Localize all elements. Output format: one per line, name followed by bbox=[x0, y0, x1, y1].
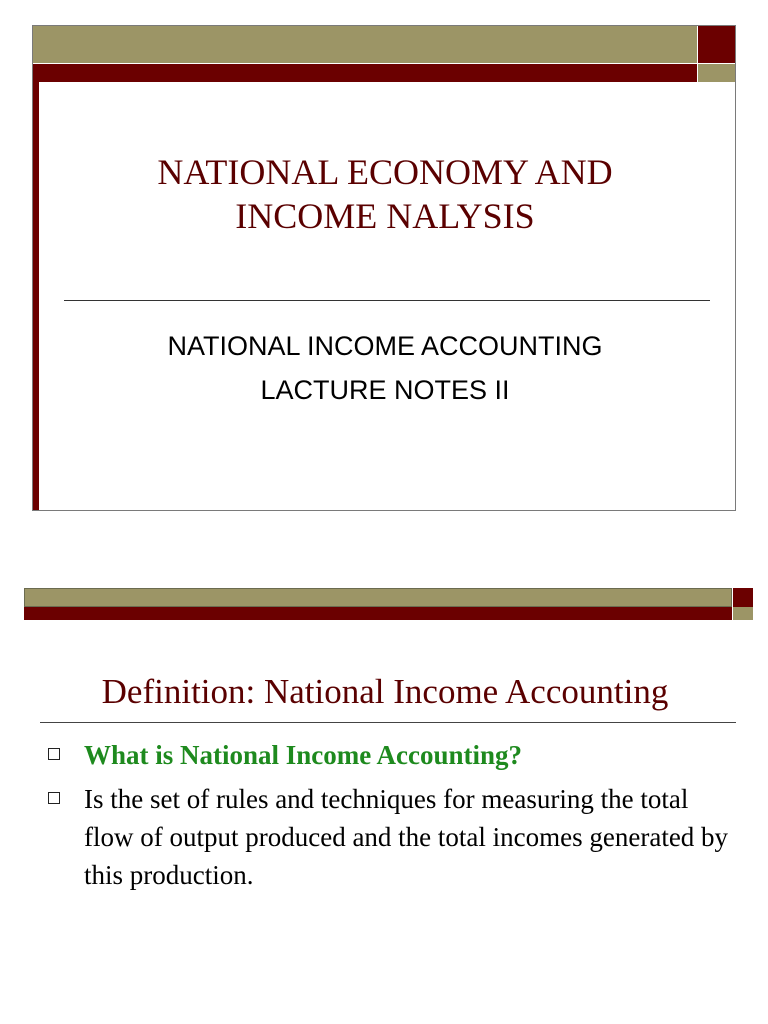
slide-1-divider bbox=[64, 300, 710, 301]
slide-2-divider bbox=[40, 722, 736, 723]
slide-1-subtitle bbox=[60, 324, 710, 412]
square-bullet-icon bbox=[48, 792, 60, 804]
bullet-item-question bbox=[48, 736, 738, 774]
slide-2-title: Definition: National Income Accounting bbox=[101, 672, 669, 711]
slide-1-title-line-1: NATIONAL ECONOMY AND bbox=[157, 152, 613, 192]
bullet-text: What is National Income Accounting? bbox=[84, 740, 523, 770]
slide-1 bbox=[32, 25, 736, 511]
bullet-item-definition bbox=[48, 780, 738, 894]
slide-2-header-red-band bbox=[24, 607, 732, 620]
slide-2-header-olive-band bbox=[24, 588, 732, 607]
slide-2-header-red-square bbox=[733, 588, 753, 607]
slide-1-subtitle-line-2: LACTURE NOTES II bbox=[260, 375, 510, 405]
slide-2-bullet-list bbox=[48, 736, 738, 900]
square-bullet-icon bbox=[48, 748, 60, 760]
bullet-text: Is the set of rules and techniques for measuring the total flow of output produced and the total incomes generated by this production. bbox=[84, 784, 729, 890]
slide-2-header-olive-square bbox=[733, 607, 753, 620]
slide-1-subtitle-line-1: NATIONAL INCOME ACCOUNTING bbox=[167, 331, 603, 361]
slide-1-header-olive-square bbox=[698, 64, 735, 82]
slide-1-title bbox=[60, 150, 710, 238]
slide-1-header-red-square bbox=[698, 26, 735, 63]
slide-1-header-olive-band bbox=[33, 26, 697, 63]
slide-1-title-line-2: INCOME NALYSIS bbox=[235, 196, 535, 236]
slide-1-left-accent-bar bbox=[33, 82, 39, 510]
slide-1-header-red-band bbox=[33, 64, 697, 82]
